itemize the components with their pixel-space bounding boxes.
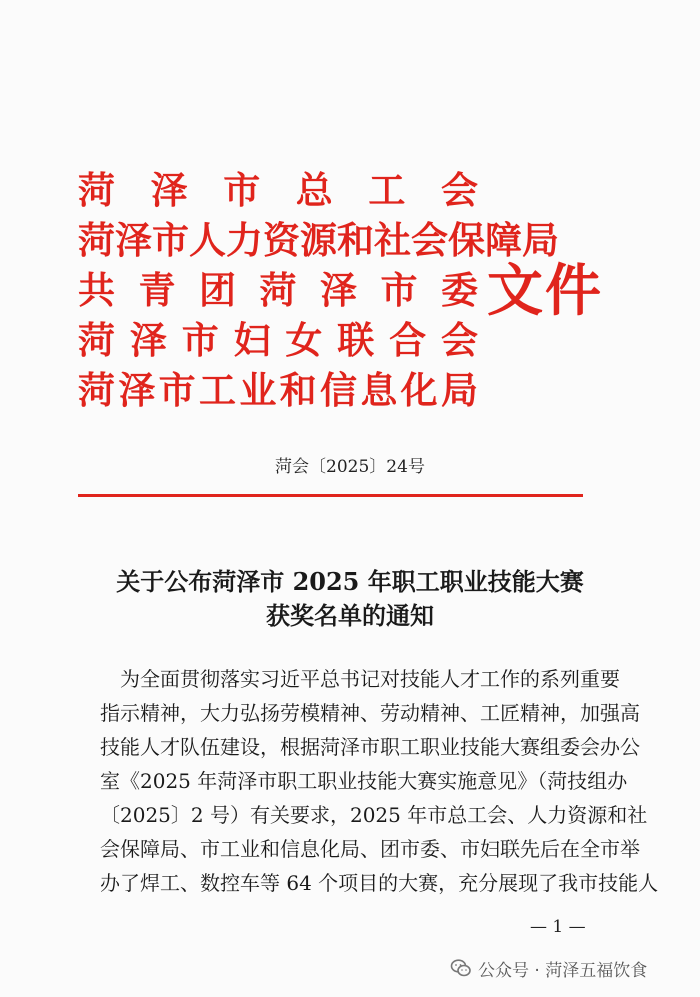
notice-title-line-2: 获奖名单的通知 <box>266 601 434 630</box>
document-number: 菏会〔2025〕24号 <box>275 457 425 477</box>
red-divider-line <box>78 494 583 497</box>
body-paragraph-line-4: 室《2025 年菏泽市职工职业技能大赛实施意见》（菏技组办 <box>100 769 628 793</box>
issuing-org-4: 菏泽市妇女联合会 <box>78 318 478 362</box>
issuing-org-1: 菏泽市总工会 <box>78 168 478 212</box>
body-paragraph-line-3: 技能人才队伍建设，根据菏泽市职工职业技能大赛组委会办公 <box>100 735 640 759</box>
page-number: — 1 — <box>530 917 586 937</box>
body-paragraph-line-6: 会保障局、市工业和信息化局、团市委、市妇联先后在全市举 <box>100 837 640 861</box>
body-paragraph-line-5: 〔2025〕2 号）有关要求，2025 年市总工会、人力资源和社 <box>100 803 648 827</box>
body-paragraph-line-7: 办了焊工、数控车等 64 个项目的大赛，充分展现了我市技能人 <box>100 871 659 895</box>
issuing-org-5: 菏泽市工业和信息化局 <box>78 368 478 412</box>
notice-title-line-1: 关于公布菏泽市 2025 年职工职业技能大赛 <box>116 567 584 596</box>
wechat-watermark <box>450 952 647 984</box>
issuing-org-3: 共青团菏泽市委 <box>78 268 478 312</box>
wechat-account-text: 公众号 · 菏泽五福饮食 <box>478 960 648 981</box>
document-label: 文件 <box>487 258 603 324</box>
body-paragraph-line-1: 为全面贯彻落实习近平总书记对技能人才工作的系列重要 <box>120 667 620 691</box>
wechat-icon <box>450 957 472 979</box>
body-paragraph-line-2: 指示精神，大力弘扬劳模精神、劳动精神、工匠精神，加强高 <box>100 701 640 725</box>
issuing-org-2: 菏泽市人力资源和社会保障局 <box>78 218 559 262</box>
